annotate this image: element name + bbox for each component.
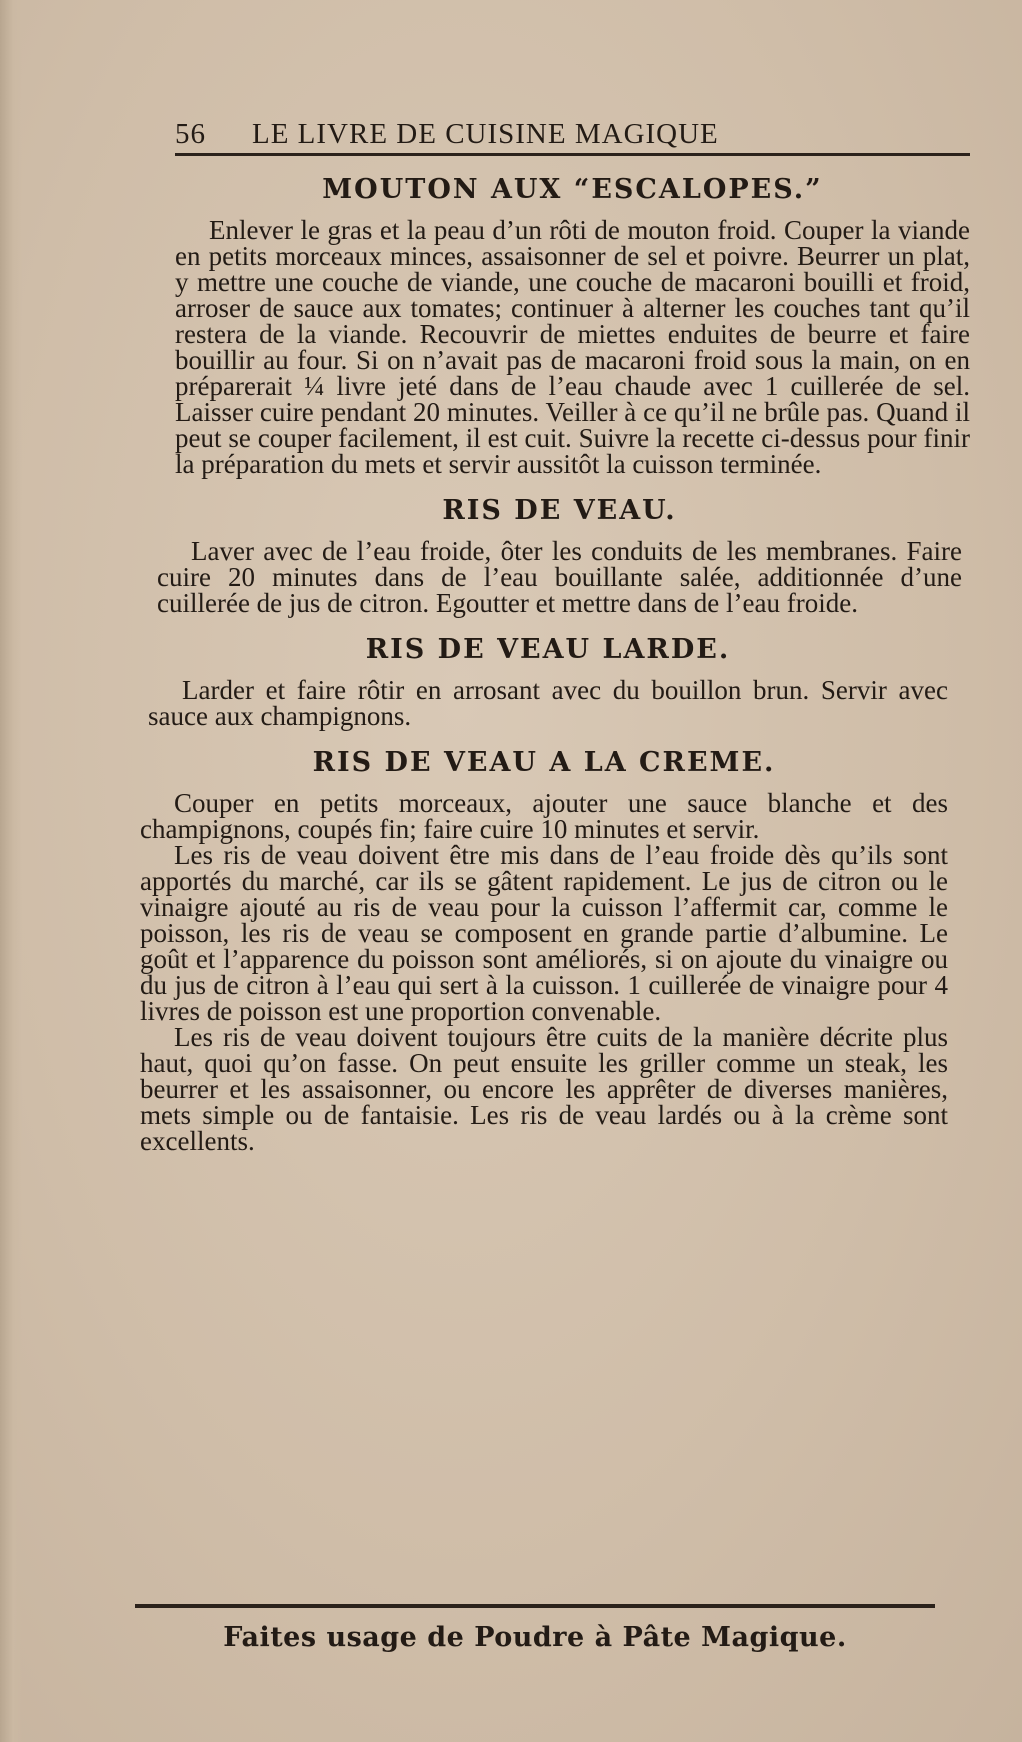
footer-slogan: Faites usage de Poudre à Pâte Magique. <box>223 1622 847 1653</box>
section-title: RIS DE VEAU A LA CREME. <box>312 747 776 778</box>
paragraph: Larder et faire rôtir en arrosant avec du bouillon brun. Servir avec sauce aux champignons. <box>148 675 948 731</box>
section-title: MOUTON AUX “ESCALOPES.” <box>322 174 823 205</box>
section-title: RIS DE VEAU LARDE. <box>365 634 731 665</box>
paragraph: Les ris de veau doivent être mis dans de l’eau froide dès qu’ils sont apportés du marché, car ils se gâtent rapidement. Le jus de citron ou le vinaigre ajouté au ris de veau pour la cuisson l’affermit car, comme le poisson, les ris de veau se composent en grande partie d’albumine. Le goût et l’apparence du poisson sont améliorés, si on ajoute du vinaigre ou du jus de citron à l’eau qui sert à la cuisson. 1 cuillerée de vinaigre pour 4 livres de poisson est une proportion convenable. <box>140 840 948 1026</box>
page-content <box>140 118 970 1154</box>
paragraph: Enlever le gras et la peau d’un rôti de mouton froid. Couper la viande en petits morceaux minces, assaisonner de sel et poivre. Beurrer un plat, y mettre une couche de viande, une couche de macaroni bouilli et froid, arroser de sauce aux tomates; continuer à alterner les couches tant qu’il restera de la viande. Recouvrir de miettes enduites de beurre et faire bouillir au four. Si on n’avait pas de macaroni froid sous la main, on en préparerait ¼ livre jeté dans de l’eau chaude avec 1 cuillerée de sel. Laisser cuire pendant 20 minutes. Veiller à ce qu’il ne brûle pas. Quand il peut se couper facilement, il est cuit. Suivre la recette ci-dessus pour finir la préparation du mets et servir aussitôt la cuisson terminée. <box>175 215 970 479</box>
paragraph: Couper en petits morceaux, ajouter une sauce blanche et des champignons, coupés fin; faire cuire 10 minutes et servir. <box>140 788 948 844</box>
footer-rule <box>135 1604 935 1608</box>
section-title: RIS DE VEAU. <box>442 495 677 526</box>
recipe-section <box>175 174 970 477</box>
paragraph: Les ris de veau doivent toujours être cuits de la manière décrite plus haut, quoi qu’on fasse. On peut ensuite les griller comme un steak, les beurrer et les assaisonner, ou encore les apprêter de diverses manières, mets simple ou de fantaisie. Les ris de veau lardés ou à la crème sont excellents. <box>140 1022 948 1156</box>
page-number: 56 <box>175 118 206 150</box>
running-title: LE LIVRE DE CUISINE MAGIQUE <box>252 118 719 150</box>
running-head <box>175 118 970 156</box>
page-edge <box>0 0 22 1742</box>
recipe-section <box>140 747 948 1154</box>
recipe-section <box>157 495 962 616</box>
recipe-section <box>148 634 948 729</box>
paragraph: Laver avec de l’eau froide, ôter les conduits de les membranes. Faire cuire 20 minutes dans de l’eau bouillante salée, additionnée d’une cuillerée de jus de citron. Egoutter et mettre dans de l’eau froide. <box>157 536 962 618</box>
